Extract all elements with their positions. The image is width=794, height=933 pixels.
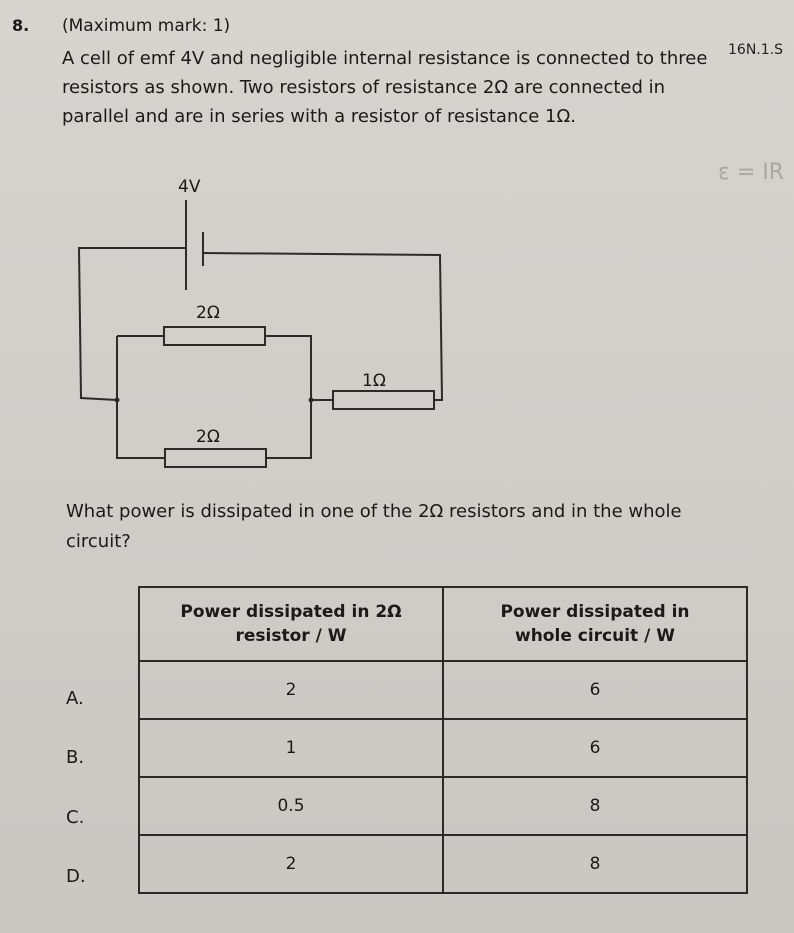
answer-table	[138, 586, 748, 894]
handwritten-note: ε = IR	[718, 160, 785, 185]
cell-circuit-power: 6	[443, 661, 747, 719]
table-row	[139, 777, 747, 835]
table-row	[139, 835, 747, 893]
option-label-d: D.	[66, 866, 86, 887]
cell-resistor-power: 0.5	[139, 777, 443, 835]
cell-circuit-power: 8	[443, 777, 747, 835]
cell-label: 4V	[178, 177, 201, 197]
header-resistor-power: Power dissipated in 2Ω resistor / W	[139, 587, 443, 661]
junction-right	[309, 398, 314, 403]
prompt-line: circuit?	[66, 531, 131, 552]
table-row	[139, 719, 747, 777]
stem-line: resistors as shown. Two resistors of resistance 2Ω are connected in	[62, 77, 666, 98]
maximum-mark: (Maximum mark: 1)	[62, 16, 231, 36]
cell-resistor-power: 1	[139, 719, 443, 777]
resistor-top-label: 2Ω	[196, 303, 220, 323]
circuit-diagram	[0, 160, 500, 480]
option-label-b: B.	[66, 747, 85, 768]
resistor-series	[333, 391, 434, 409]
junction-left	[115, 398, 120, 403]
cell-resistor-power: 2	[139, 835, 443, 893]
resistor-series-label: 1Ω	[362, 371, 386, 391]
stem-line: A cell of emf 4V and negligible internal resistance is connected to three	[62, 48, 708, 69]
wire-top-left	[79, 248, 186, 400]
table-header-row	[139, 587, 747, 661]
option-label-c: C.	[66, 807, 85, 828]
question-prompt	[66, 497, 736, 557]
header-circuit-power: Power dissipated in whole circuit / W	[443, 587, 747, 661]
prompt-line: What power is dissipated in one of the 2Ω resistors and in the whole	[66, 501, 682, 522]
cell-circuit-power: 6	[443, 719, 747, 777]
resistor-bottom	[165, 449, 266, 467]
question-stem	[62, 44, 732, 131]
stem-line: parallel and are in series with a resistor of resistance 1Ω.	[62, 106, 576, 127]
question-number: 8.	[12, 16, 30, 35]
question-reference: 16N.1.S	[728, 42, 783, 58]
resistor-top	[164, 327, 265, 345]
resistor-bottom-label: 2Ω	[196, 427, 220, 447]
cell-circuit-power: 8	[443, 835, 747, 893]
option-label-a: A.	[66, 688, 84, 709]
cell-resistor-power: 2	[139, 661, 443, 719]
wire-parallel-left	[117, 336, 165, 458]
table-row	[139, 661, 747, 719]
